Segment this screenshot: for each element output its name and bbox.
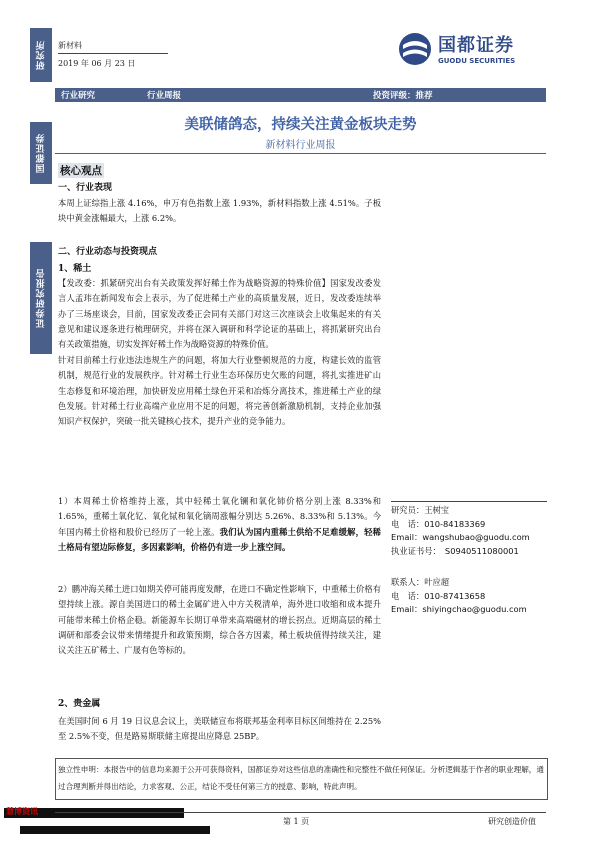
section2-heading: 二、行业动态与投资现点 (58, 247, 158, 257)
analyst2-email: Email：shiyingchao@guodu.com (391, 604, 527, 614)
section2-sub-precious-metal: 2、贵金属 (58, 699, 101, 709)
logo-text-cn: 国都证券 (438, 35, 514, 56)
paragraph-regulation: 针对目前稀土行业违法违规生产的问题，将加大行业整顿规范的力度，构建长效的监管机制，规范行业的发展秩序。针对稀土行业生态环保历史欠账的问题，将扎实推进矿山生态修复和环境治理，加快研发应用稀土绿色开采和冶炼分离技术，推进稀土产业的绿色发展。针对稀土行业高端产业应用不足的问题，将完善创新激励机制，支持企业加强知识产权保护，突破一批关键核心技术，提升产业的竞争能力。 (58, 355, 381, 427)
sidebar-label-company: 国都证券 (36, 133, 47, 173)
title-divider (55, 153, 546, 154)
analyst2-name: 联系人：叶应超 (391, 577, 450, 587)
sidebar-company-tag (30, 122, 52, 184)
report-subtitle: 新材料行业周报 (265, 140, 336, 151)
paragraph-fed: 在美国时间 6 月 19 日议息会议上，美联储宣布将联邦基金利率目标区间维持在 2.25%至 2.5%不变，但是路易斯联储主席提出应降息 25BP。 (58, 716, 381, 742)
paragraph-ndrc: 【发改委：抓紧研究出台有关政策发挥好稀土作为战略资源的特殊价值】国家发改委发言人孟玮在新闻发布会上表示，为了促进稀土产业的高质量发展，近日，发改委连续举办了三场座谈会，目前，国家发改委正会同有关部门对这三次座谈会上收集起来的有关意见和建议逐条进行梳理研究，并将在深入调研和科学论证的基础上，将抓紧研究出台有关政策措施，切实发挥好稀土作为战略资源的特殊价值。 (58, 278, 381, 350)
price-view-bold: 我们认为国内重稀土供给不足难缓解，轻稀土格局有望边际修复，多因素影响，价格仍有进一步上涨空间。 (58, 526, 381, 552)
paragraph-price (58, 494, 381, 555)
sidebar-label-research: 研究所 (36, 40, 47, 70)
footer-black-strip (20, 826, 210, 834)
section1-text: 本周上证综指上涨 4.16%，申万有色指数上涨 1.93%，新材料指数上涨 4.51%。子板块中黄金涨幅最大，上涨 6.2%。 (58, 198, 381, 224)
footer-watermark-text: 慧博资讯 (6, 807, 38, 816)
analyst-block (391, 504, 551, 617)
analyst1-email: Email：wangshubao@guodu.com (391, 532, 530, 542)
report-title: 美联储鸽态，持续关注黄金板块走势 (184, 117, 417, 133)
band-weekly: 行业周报 (147, 91, 182, 101)
section2-sub-rare-earth: 1、稀土 (58, 264, 92, 274)
band-rating: 投资评级：推荐 (373, 91, 433, 101)
analyst1-name: 研究员：王树宝 (391, 505, 450, 515)
footer-divider (55, 812, 546, 813)
disclaimer-text: 独立性申明：本报告中的信息均来源于公开可获得资料，国都证券对这些信息的准确性和完整性不做任何保证。分析逻辑基于作者的职业理解，通过合理判断并得出结论，力求客观、公正，结论不受任何第三方的授意、影响，特此声明。 (58, 765, 544, 791)
sidebar-label-report: 证券研究报告 (36, 268, 47, 328)
header-category: 新材料 (58, 41, 82, 50)
report-type-band (55, 88, 546, 102)
footer-slogan: 研究创造价值 (488, 817, 536, 826)
analyst2-phone: 电 话：010-87413658 (391, 590, 486, 601)
band-industry-research: 行业研究 (61, 91, 96, 101)
sidebar-research-tag (30, 28, 52, 82)
logo-mark-icon (398, 32, 432, 66)
analyst-divider (391, 501, 547, 502)
sidebar-report-tag (30, 242, 52, 354)
footer-watermark-bar (4, 808, 184, 818)
core-view-heading: 核心观点 (60, 165, 102, 177)
analyst1-phone: 电 话：010-84183369 (391, 518, 486, 529)
header-divider (58, 53, 168, 54)
analyst1-cert: 执业证书号： S0940511080001 (391, 545, 519, 556)
company-logo (398, 30, 548, 76)
logo-text-en: GUODU SECURITIES (438, 57, 516, 65)
section1-heading: 一、行业表现 (58, 183, 113, 193)
footer-page-number: 第 1 页 (283, 817, 310, 826)
paragraph-import: 2）鹏冲海关稀土进口如期关停可能再度发酵，在进口不确定性影响下，中重稀土价格有望持续上涨。源自美国进口的稀土金属矿进入中方关税清单，海外进口收缩和成本提升可能带来稀土价格企稳。新能源车长期订单带来高端磁材的增长拐点。近期高层的稀土调研和部委会议带来情绪提升和政策预期，综合各方因素，稀土板块值得持续关注，建议关注五矿稀土、广晟有色等标的。 (58, 584, 381, 656)
header-date: 2019 年 06 月 23 日 (58, 59, 136, 68)
price-text: 1）本周稀土价格维持上涨，其中轻稀土氧化镧和氧化铈价格分别上涨 8.33%和 1.65%，重稀土氧化钇、氧化铽和氧化镝周涨幅分别达 5.26%、8.33%和 5.13%。今年国内稀土价格和股价已经历了一轮上涨。 (58, 496, 381, 537)
